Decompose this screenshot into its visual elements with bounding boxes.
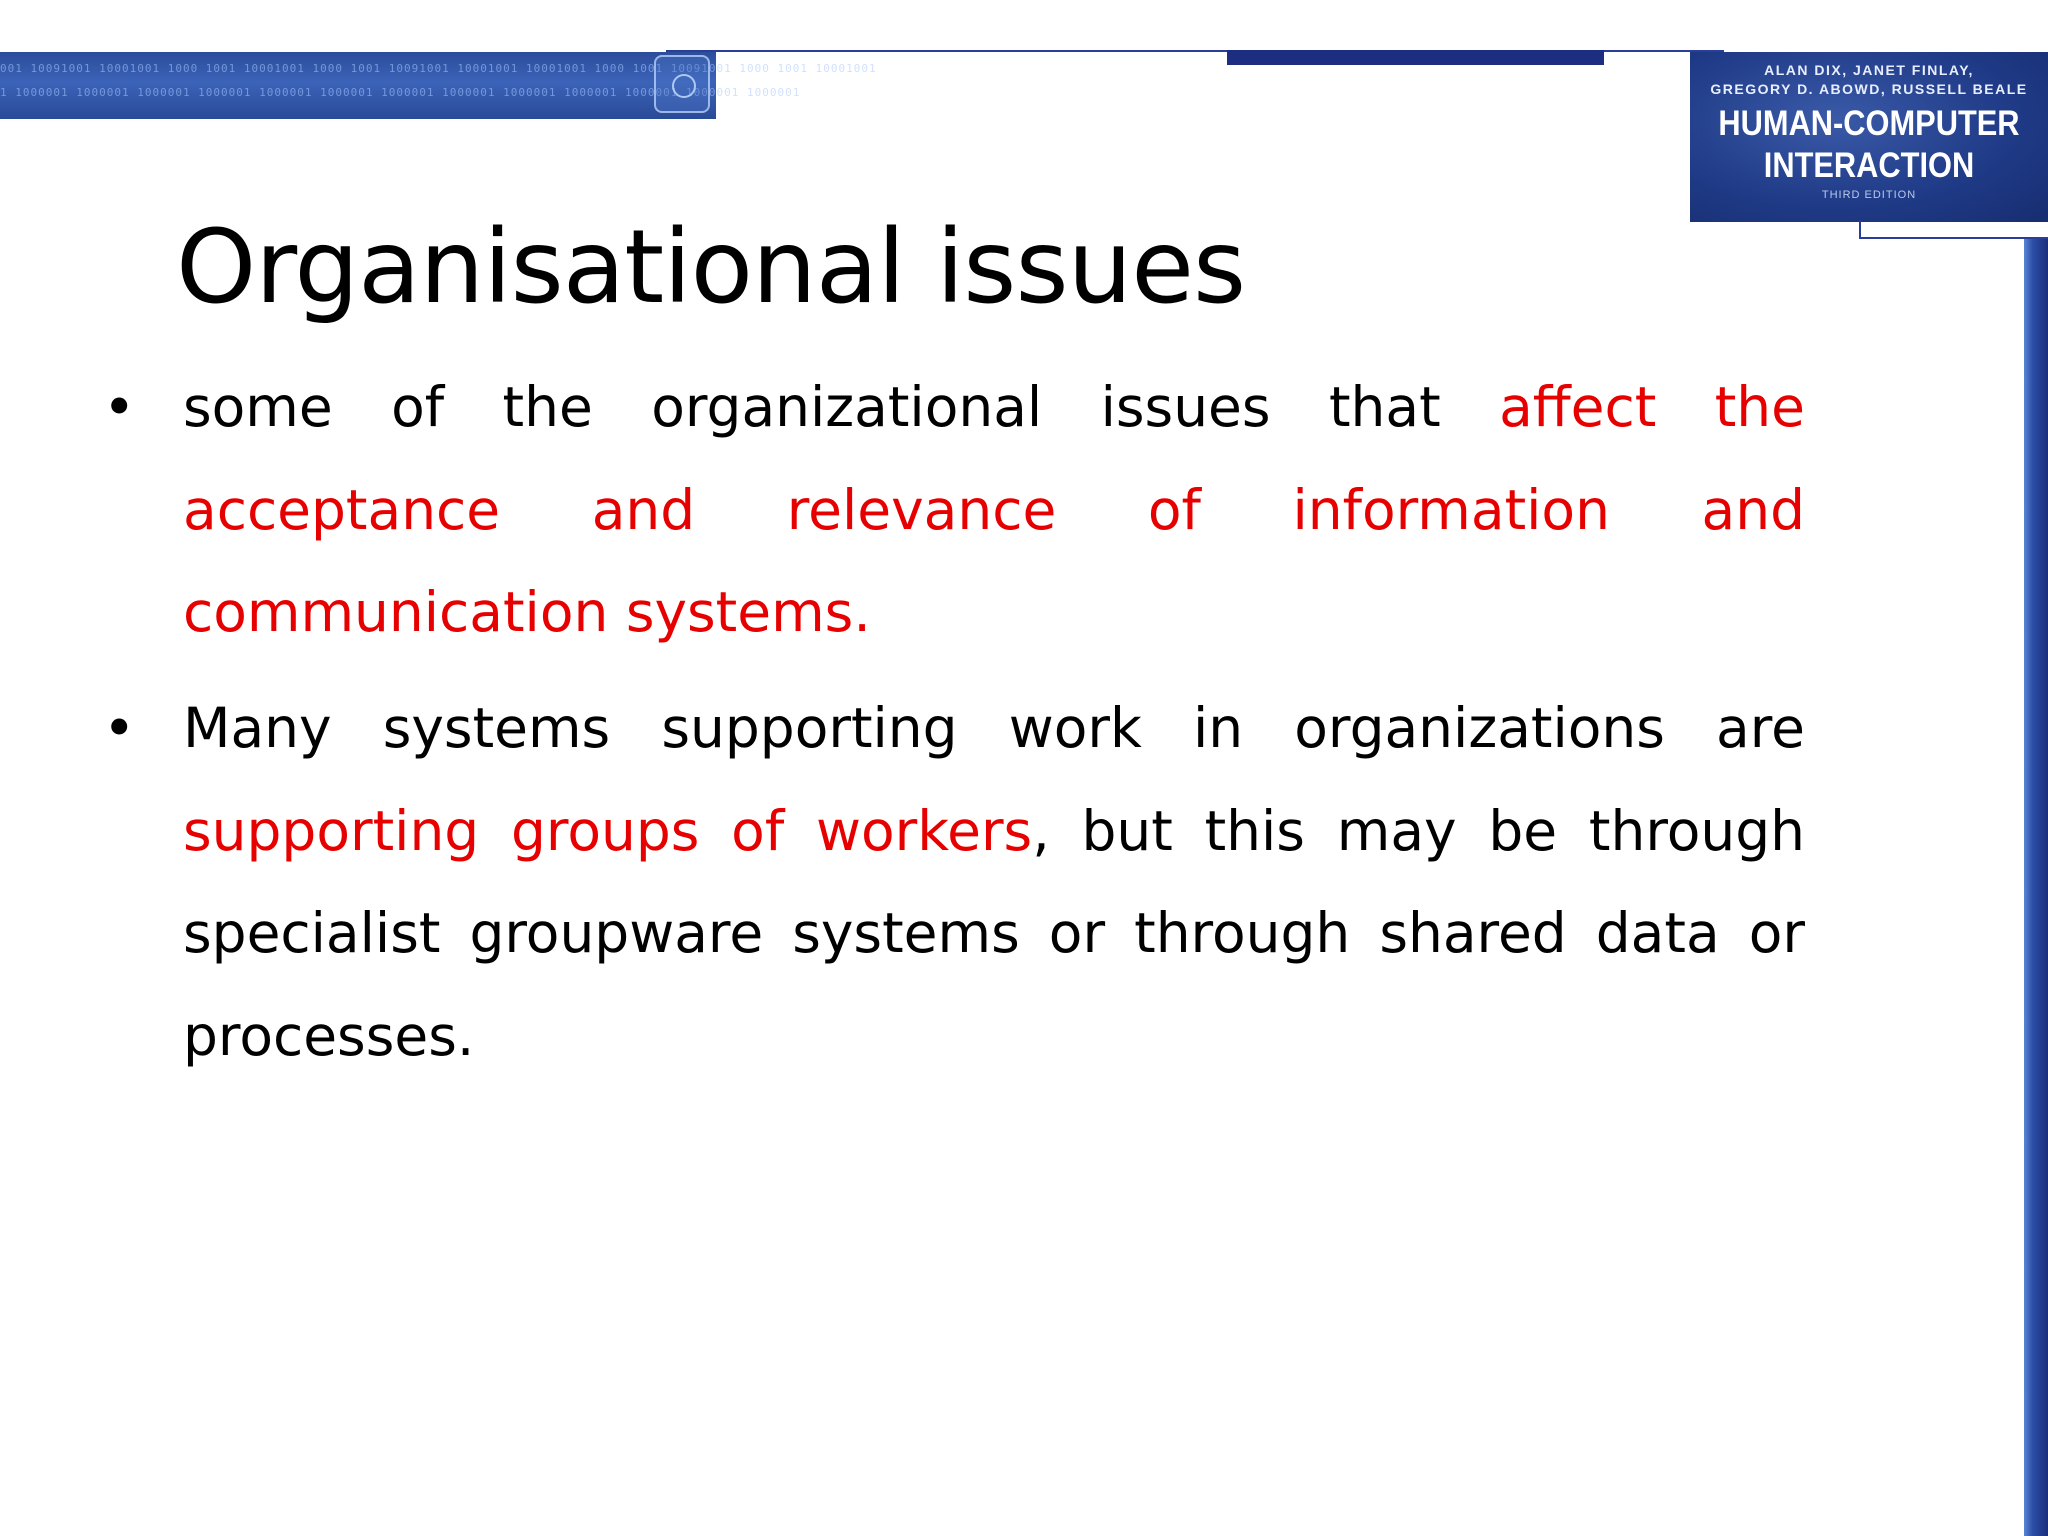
book-authors-line: ALAN DIX, JANET FINLAY,	[1764, 62, 1974, 78]
header-accent-bar	[1227, 50, 1604, 65]
logo-frame-line	[1859, 220, 2048, 239]
book-cover-logo	[1690, 52, 2048, 222]
chip-icon	[654, 55, 710, 113]
binary-banner	[0, 52, 877, 119]
bullet-item	[103, 677, 1805, 1087]
bullet-highlight: affect the acceptance and relevance of information and communication systems.	[183, 375, 1805, 644]
bullet-highlight: supporting groups of workers	[183, 798, 1033, 863]
bullet-text: some of the organizational issues that	[183, 375, 1500, 439]
book-authors-line: GREGORY D. ABOWD, RUSSELL BEALE	[1710, 81, 2028, 97]
book-edition: THIRD EDITION	[1821, 189, 1917, 201]
book-title-line: INTERACTION	[1763, 146, 1975, 185]
banner-binary-row: 1 1000001 1000001 1000001 1000001 1000001 1000001 1000001 1000001 1000001 1000001 1000001 1000001 1000001	[0, 86, 801, 99]
book-title	[1711, 103, 2026, 187]
bullet-dot: •	[103, 696, 136, 760]
slide-title: Organisational issues	[176, 208, 1246, 327]
book-title-line: HUMAN-COMPUTER	[1718, 104, 2020, 143]
bullet-text: Many systems supporting work in organizations are	[183, 696, 1805, 760]
bullet-dot: •	[103, 375, 136, 439]
bullet-item	[103, 356, 1805, 664]
bullet-text: , but this may be through specialist groupware systems or through shared data or processes.	[183, 798, 1805, 1068]
banner-binary-row: 001 10091001 10001001 1000 1001 10001001 1000 1001 10091001 10001001 10001001 1000 1001 10091001 1000 1001 10001001	[0, 62, 877, 75]
right-side-bar	[2024, 239, 2048, 1536]
